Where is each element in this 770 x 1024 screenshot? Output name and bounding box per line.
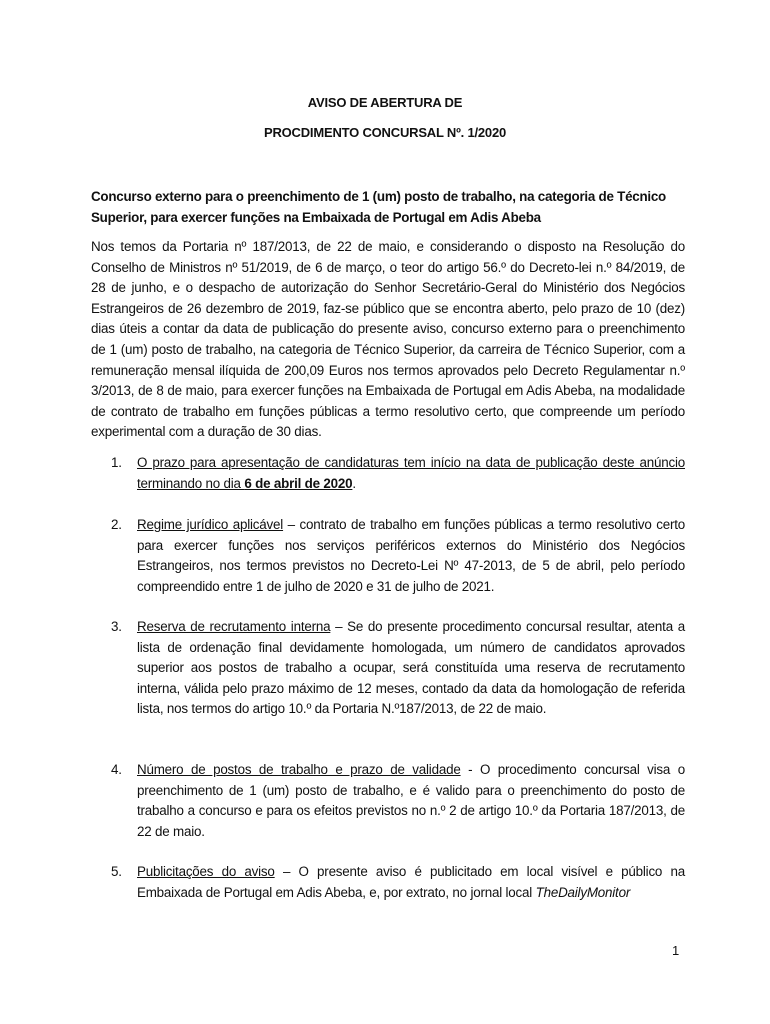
list-item-body [137, 617, 685, 720]
list-item-5 [111, 862, 685, 903]
list-item-body [137, 453, 685, 494]
document-title-line-1: AVISO DE ABERTURA DE [307, 95, 463, 110]
page-number: 1 [672, 943, 680, 958]
intro-paragraph: Nos temos da Portaria nº 187/2013, de 22 de maio, e considerando o disposto na Resolução do Conselho de Ministros nº 51/2019, de 6 de março, o teor do artigo 56.º do Decreto-lei n.º 84/2019, de 28 de junho, e o despacho de autorização do Senhor Secretário-Geral do Ministério dos Negócios Estrangeiros de 26 dezembro de 2019, faz-se público que se encontra aberto, pelo prazo de 10 (dez) dias úteis a contar da data de publicação do presente aviso, concurso externo para o preenchimento de 1 (um) posto de trabalho, na categoria de Técnico Superior, da carreira de Técnico Superior, com a remuneração mensal ilíquida de 200,09 Euros nos termos aprovados pelo Decreto Regulamentar n.º 3/2013, de 8 de maio, para exercer funções na Embaixada de Portugal em Adis Abeba, na modalidade de contrato de trabalho em funções públicas a termo resolutivo certo, que compreende um período experimental com a duração de 30 dias. [91, 239, 685, 440]
list-item-body [137, 760, 685, 842]
list-item-number: 1. [111, 455, 122, 470]
list-item-heading: Número de postos de trabalho e prazo de validade [137, 762, 461, 777]
list-item-text: – Se do presente procedimento concursal resultar, atenta a lista de ordenação final devidamente homologada, um número de candidatos aprovados superior aos postos de trabalho a ocupar, será constituída uma reserva de recrutamento interna, válida pelo prazo máximo de 12 meses, contado da data da homologação de referida lista, nos termos do artigo 10.º da Portaria N.º187/2013, de 22 de maio. [137, 619, 685, 716]
list-item-number: 2. [111, 517, 122, 532]
list-item-body [137, 515, 685, 597]
newspaper-name: TheDailyMonitor [535, 884, 631, 900]
list-item-number: 5. [111, 864, 122, 879]
list-item-number: 4. [111, 762, 122, 777]
list-item-text: – O presente aviso é publicitado em local visível e público na Embaixada de Portugal em Adis Abeba, e, por extrato, no jornal local [137, 864, 685, 900]
deadline-date: 6 de abril de 2020 [244, 475, 353, 491]
list-item-text: – contrato de trabalho em funções públicas a termo resolutivo certo para exercer funções nos serviços periféricos externos do Ministério dos Negócios Estrangeiros, nos termos previstos no Decreto-Lei Nº 47-2013, de 5 de abril, pelo período compreendido entre 1 de julho de 2020 e 31 de julho de 2021. [137, 517, 685, 594]
list-item-heading: Regime jurídico aplicável [137, 517, 284, 532]
list-item-number: 3. [111, 619, 122, 634]
list-item-4 [111, 760, 685, 842]
list-item-heading: Publicitações do aviso [137, 864, 275, 879]
document-subject: Concurso externo para o preenchimento de 1 (um) posto de trabalho, na categoria de Técnico Superior, para exercer funções na Embaixada de Portugal em Adis Abeba [91, 189, 666, 225]
list-item-1 [111, 453, 685, 494]
list-item-heading: O prazo para apresentação de candidaturas tem início na data de publicação deste anúncio terminando no dia [137, 455, 685, 491]
document-title-line-2: PROCDIMENTO CONCURSAL Nº. 1/2020 [263, 125, 507, 140]
list-item-body [137, 862, 685, 903]
list-item-2 [111, 515, 685, 597]
list-item-heading: Reserva de recrutamento interna [137, 619, 331, 634]
list-item-3 [111, 617, 685, 720]
list-item-text: - O procedimento concursal visa o preenchimento de 1 (um) posto de trabalho, e é valido para o preenchimento do posto de trabalho a concurso e para os efeitos previstos no n.º 2 de artigo 10.º da Portaria 187/2013, de 22 de maio. [137, 762, 686, 839]
list-item-text: . [352, 475, 356, 491]
